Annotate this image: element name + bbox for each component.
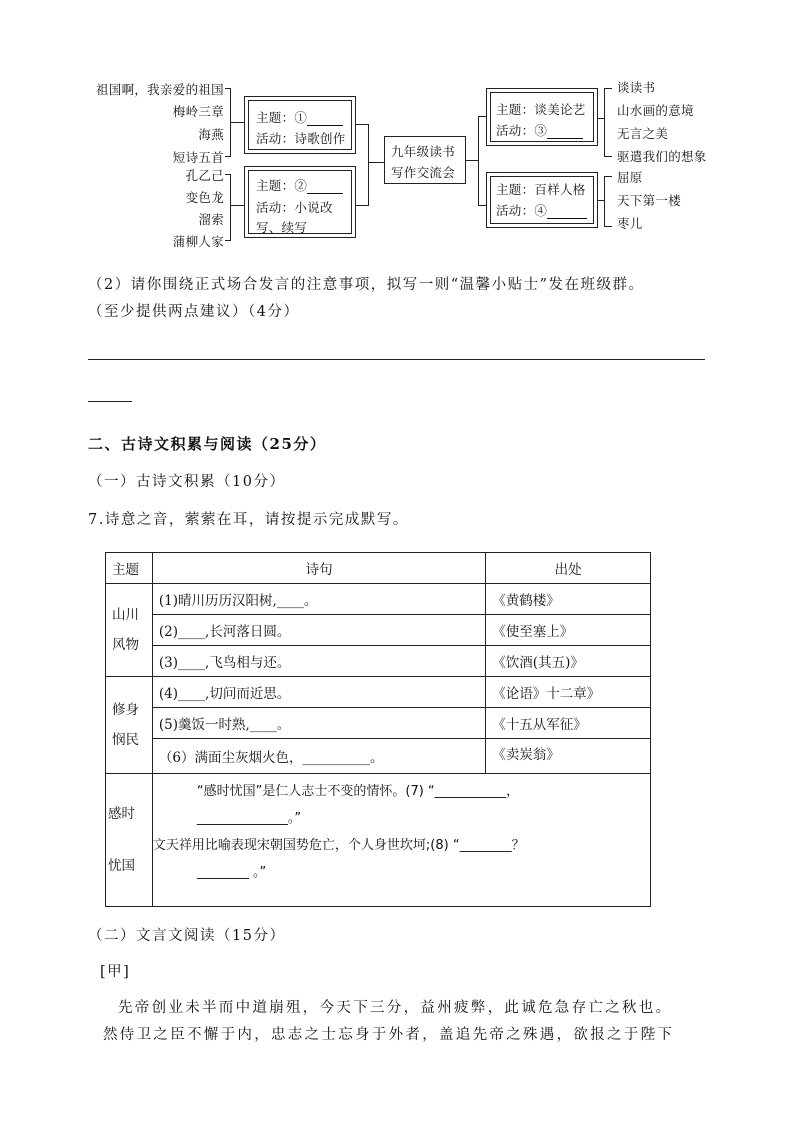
box2-theme: 主题：② bbox=[256, 176, 343, 194]
question-2-line-2: （至少提供两点建议）（4分） bbox=[88, 304, 300, 320]
connector bbox=[478, 116, 486, 117]
center-line-2: 写作交流会 bbox=[391, 165, 456, 180]
bracket-line bbox=[230, 122, 244, 123]
bracket-line bbox=[604, 88, 612, 89]
bracket-line bbox=[604, 176, 612, 177]
connector bbox=[478, 116, 479, 206]
right-work-6: 天下第一楼 bbox=[617, 193, 682, 208]
bracket-line bbox=[604, 176, 605, 226]
box3-theme: 主题：谈美论艺 bbox=[496, 102, 586, 117]
right-work-5: 屈原 bbox=[617, 170, 643, 185]
left-work-1: 祖国啊，我亲爱的祖国 bbox=[95, 82, 224, 97]
source-3: 《饮酒(其五)》 bbox=[486, 646, 651, 677]
answer-line[interactable] bbox=[88, 359, 705, 360]
subsection-title-2: （二）文言文阅读（15分） bbox=[88, 928, 286, 944]
patriot-line-1: “感时忧国”是仁人志士不变的情怀。(7) “___________， bbox=[196, 784, 520, 799]
bracket-line bbox=[230, 174, 231, 240]
connector bbox=[466, 160, 478, 161]
connector bbox=[368, 124, 369, 206]
theme-cell: 山川 风物 bbox=[106, 584, 153, 677]
bracket-line bbox=[604, 156, 612, 157]
bracket-line bbox=[604, 226, 612, 227]
bracket-line bbox=[225, 240, 231, 241]
connector bbox=[356, 124, 368, 125]
patriot-line-3: 文天祥用比喻表现宋朝国势危亡，个人身世坎坷;(8) “________？ bbox=[152, 838, 525, 853]
theme-cell: 感时 忧国 bbox=[106, 774, 153, 907]
passage-line-2: 然侍卫之臣不懈于内，忠志之士忘身于外者，盖追先帝之殊遇，欲报之于陛下 bbox=[103, 1027, 675, 1043]
header-lines: 诗句 bbox=[152, 553, 485, 584]
source-2: 《使至塞上》 bbox=[486, 615, 651, 646]
question-2-line-1: （2）请你围绕正式场合发言的注意事项，拟写一则“温馨小贴士”发在班级群。 bbox=[88, 277, 645, 293]
right-work-7: 枣儿 bbox=[617, 216, 643, 231]
source-5: 《十五从军征》 bbox=[486, 708, 651, 739]
poem-line-5[interactable]: (5)羹饭一时熟,____。 bbox=[152, 708, 485, 739]
poem-line-4[interactable]: (4)____,切问而近思。 bbox=[152, 677, 485, 708]
box2-activity: 活动：小说改 bbox=[256, 200, 333, 215]
answer-line[interactable] bbox=[88, 401, 132, 402]
box3-activity: 活动：③ bbox=[496, 121, 583, 139]
question-7: 7.诗意之音，萦萦在耳，请按提示完成默写。 bbox=[88, 512, 409, 528]
box2-activity-cont: 写、续写 bbox=[256, 220, 308, 235]
patriot-line-4: ________ 。” bbox=[196, 865, 267, 880]
connector bbox=[356, 205, 368, 206]
left-work-8: 蒲柳人家 bbox=[172, 234, 224, 249]
right-work-1: 谈读书 bbox=[617, 80, 656, 95]
patriot-cell[interactable] bbox=[152, 774, 650, 907]
bracket-line bbox=[230, 205, 244, 206]
poem-line-2[interactable]: (2)____,长河落日圆。 bbox=[152, 615, 485, 646]
left-work-7: 溜索 bbox=[198, 212, 224, 227]
left-work-3: 海燕 bbox=[198, 127, 224, 142]
right-work-3: 无言之美 bbox=[617, 126, 669, 141]
passage-label: [甲] bbox=[100, 964, 131, 980]
header-theme: 主题 bbox=[106, 553, 153, 584]
patriot-line-2: ______________。” bbox=[196, 811, 302, 826]
right-work-4: 驱遣我们的想象 bbox=[617, 149, 707, 164]
connector bbox=[368, 162, 384, 163]
poem-line-1[interactable]: (1)晴川历历汉阳树,____。 bbox=[152, 584, 485, 615]
box1-activity: 活动：诗歌创作 bbox=[256, 131, 346, 146]
poem-table bbox=[105, 552, 651, 907]
section-title: 二、古诗文积累与阅读（25分） bbox=[88, 435, 327, 453]
source-1: 《黄鹤楼》 bbox=[486, 584, 651, 615]
passage-line-1: 先帝创业未半而中道崩殂，今天下三分，益州疲弊，此诚危急存亡之秋也。 bbox=[118, 1000, 673, 1016]
left-work-2: 梅岭三章 bbox=[172, 104, 224, 119]
right-work-2: 山水画的意境 bbox=[617, 103, 694, 118]
left-work-4: 短诗五首 bbox=[172, 150, 224, 165]
box4-theme: 主题：百样人格 bbox=[496, 182, 586, 197]
connector bbox=[478, 205, 486, 206]
header-source: 出处 bbox=[486, 553, 651, 584]
bracket-line bbox=[225, 174, 231, 175]
box4-activity: 活动：④ bbox=[496, 201, 587, 219]
box1-theme: 主题：① bbox=[256, 108, 343, 126]
source-4: 《论语》十二章》 bbox=[486, 677, 651, 708]
bracket-line bbox=[604, 88, 605, 156]
left-work-5: 孔乙己 bbox=[185, 168, 224, 183]
subsection-title: （一）古诗文积累（10分） bbox=[88, 474, 286, 490]
bracket-line bbox=[225, 156, 231, 157]
center-line-1: 九年级读书 bbox=[391, 144, 456, 159]
left-work-6: 变色龙 bbox=[185, 190, 224, 205]
poem-line-6[interactable]: （6）满面尘灰烟火色，__________。 bbox=[152, 739, 485, 774]
source-6: 《卖炭翁》 bbox=[486, 739, 651, 774]
bracket-line bbox=[225, 88, 231, 89]
theme-cell: 修身 悯民 bbox=[106, 677, 153, 774]
poem-line-3[interactable]: (3)____,飞鸟相与还。 bbox=[152, 646, 485, 677]
